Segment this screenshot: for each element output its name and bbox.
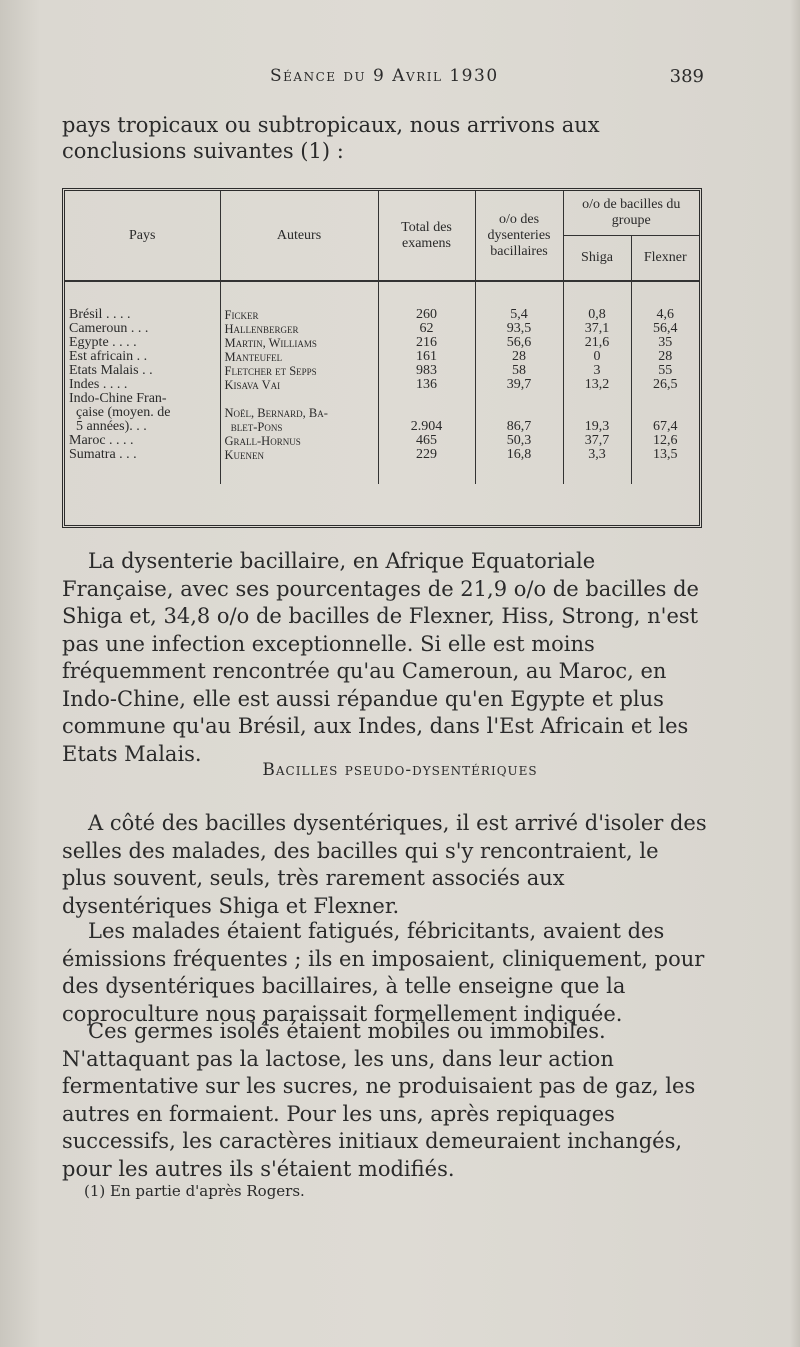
data-table (62, 188, 702, 528)
header-shiga: Shiga (563, 236, 631, 282)
cell-dys: 86,7 (475, 392, 563, 434)
paragraph-3: Les malades étaient fatigués, fébricitants, avaient des émissions fréquentes ; ils en imposaient, cliniquement, pour des dysentériques bacillaires, à telle enseigne que la coproculture nous paraissait formellement indiquée. (62, 919, 705, 1026)
cell-auteurs: Fletcher et Sepps (220, 364, 378, 378)
cell-shiga: 13,2 (563, 378, 631, 392)
table-row (65, 448, 699, 462)
cell-dys: 28 (475, 350, 563, 364)
cell-total: 62 (378, 322, 475, 336)
table-row (65, 308, 699, 322)
header-flexner: Flexner (631, 236, 699, 282)
cell-pays: Cameroun . . . (69, 321, 149, 336)
cell-flexner: 4,6 (631, 308, 699, 322)
cell-dys: 39,7 (475, 378, 563, 392)
cell-dys: 16,8 (475, 448, 563, 462)
cell-auteurs: Ficker (220, 308, 378, 322)
header-groupe: o/o de bacilles du groupe (563, 191, 699, 236)
table-row (65, 378, 699, 392)
cell-shiga: 3,3 (563, 448, 631, 462)
cell-dys: 93,5 (475, 322, 563, 336)
cell-shiga: 19,3 (563, 392, 631, 434)
cell-total: 983 (378, 364, 475, 378)
cell-flexner: 35 (631, 336, 699, 350)
header-dysenteries: o/o des dysenteries bacillaires (475, 191, 563, 281)
cell-pays: Brésil . . . . (69, 307, 131, 322)
cell-pays: Egypte . . . . (69, 335, 137, 350)
table-row (65, 336, 699, 350)
table-row (65, 392, 699, 434)
cell-auteurs: Grall-Hornus (220, 434, 378, 448)
cell-total: 465 (378, 434, 475, 448)
paragraph-4: Ces germes isolés étaient mobiles ou immobiles. N'attaquant pas la lactose, les uns, dans leur action fermentative sur les sucres, ne produisaient pas de gaz, les autres en formaient. Pour les uns, après repiquages successifs, les caractères initiaux demeuraient inchangés, pour les autres ils s'étaient modifiés. (62, 1019, 696, 1181)
cell-auteurs: Hallenberger (220, 322, 378, 336)
header-auteurs: Auteurs (220, 191, 378, 281)
cell-total: 2.904 (378, 392, 475, 434)
cell-pays: Etats Malais . . (69, 363, 153, 378)
cell-total: 216 (378, 336, 475, 350)
paragraph-2: A côté des bacilles dysentériques, il est arrivé d'isoler des selles des malades, des bacilles qui s'y rencontraient, le plus souvent, seuls, très rarement associés aux dysentériques Shiga et Flexner. (62, 811, 707, 918)
header-total: Total des examens (378, 191, 475, 281)
table-row (65, 364, 699, 378)
cell-shiga: 37,7 (563, 434, 631, 448)
running-title: Séance du 9 Avril 1930 (270, 66, 499, 86)
cell-auteurs: Kuenen (220, 448, 378, 462)
intro-paragraph: pays tropicaux ou subtropicaux, nous arrivons aux conclusions suivantes (1) : (62, 113, 600, 163)
cell-total: 136 (378, 378, 475, 392)
cell-pays: Indo-Chine Fran- çaise (moyen. de 5 années). . . (69, 391, 171, 434)
cell-flexner: 28 (631, 350, 699, 364)
cell-total: 161 (378, 350, 475, 364)
paragraph-1: La dysenterie bacillaire, en Afrique Equatoriale Française, avec ses pourcentages de 21,9 o/o de bacilles de Shiga et, 34,8 o/o de bacilles de Flexner, Hiss, Strong, n'est pas une infection exceptionnelle. Si elle est moins fréquemment rencontrée qu'au Cameroun, au Maroc, en Indo-Chine, elle est aussi répandue qu'en Egypte et plus commune qu'au Brésil, aux Indes, dans l'Est Africain et les Etats Malais. (62, 549, 699, 766)
cell-shiga: 0 (563, 350, 631, 364)
cell-auteurs: Kisava Vai (220, 378, 378, 392)
cell-dys: 58 (475, 364, 563, 378)
cell-flexner: 12,6 (631, 434, 699, 448)
cell-dys: 5,4 (475, 308, 563, 322)
page-number: 389 (669, 66, 704, 87)
cell-shiga: 37,1 (563, 322, 631, 336)
table-row (65, 322, 699, 336)
footnote: (1) En partie d'après Rogers. (84, 1182, 305, 1200)
cell-total: 260 (378, 308, 475, 322)
cell-shiga: 3 (563, 364, 631, 378)
cell-auteurs: Manteufel (220, 350, 378, 364)
page-header (70, 66, 710, 96)
header-pays: Pays (129, 227, 156, 243)
cell-flexner: 26,5 (631, 378, 699, 392)
cell-dys: 50,3 (475, 434, 563, 448)
cell-flexner: 55 (631, 364, 699, 378)
cell-pays: Indes . . . . (69, 377, 128, 392)
cell-flexner: 67,4 (631, 392, 699, 434)
cell-total: 229 (378, 448, 475, 462)
table-row (65, 434, 699, 448)
cell-flexner: 13,5 (631, 448, 699, 462)
cell-flexner: 56,4 (631, 322, 699, 336)
table-row (65, 350, 699, 364)
cell-pays: Est africain . . (69, 349, 148, 364)
cell-pays: Sumatra . . . (69, 447, 137, 462)
cell-pays: Maroc . . . . (69, 433, 134, 448)
section-heading: Bacilles pseudo-dysentériques (262, 760, 538, 780)
cell-dys: 56,6 (475, 336, 563, 350)
cell-auteurs: Noël, Bernard, Ba- blet-Pons (220, 392, 378, 434)
cell-shiga: 0,8 (563, 308, 631, 322)
cell-auteurs: Martin, Williams (220, 336, 378, 350)
cell-shiga: 21,6 (563, 336, 631, 350)
